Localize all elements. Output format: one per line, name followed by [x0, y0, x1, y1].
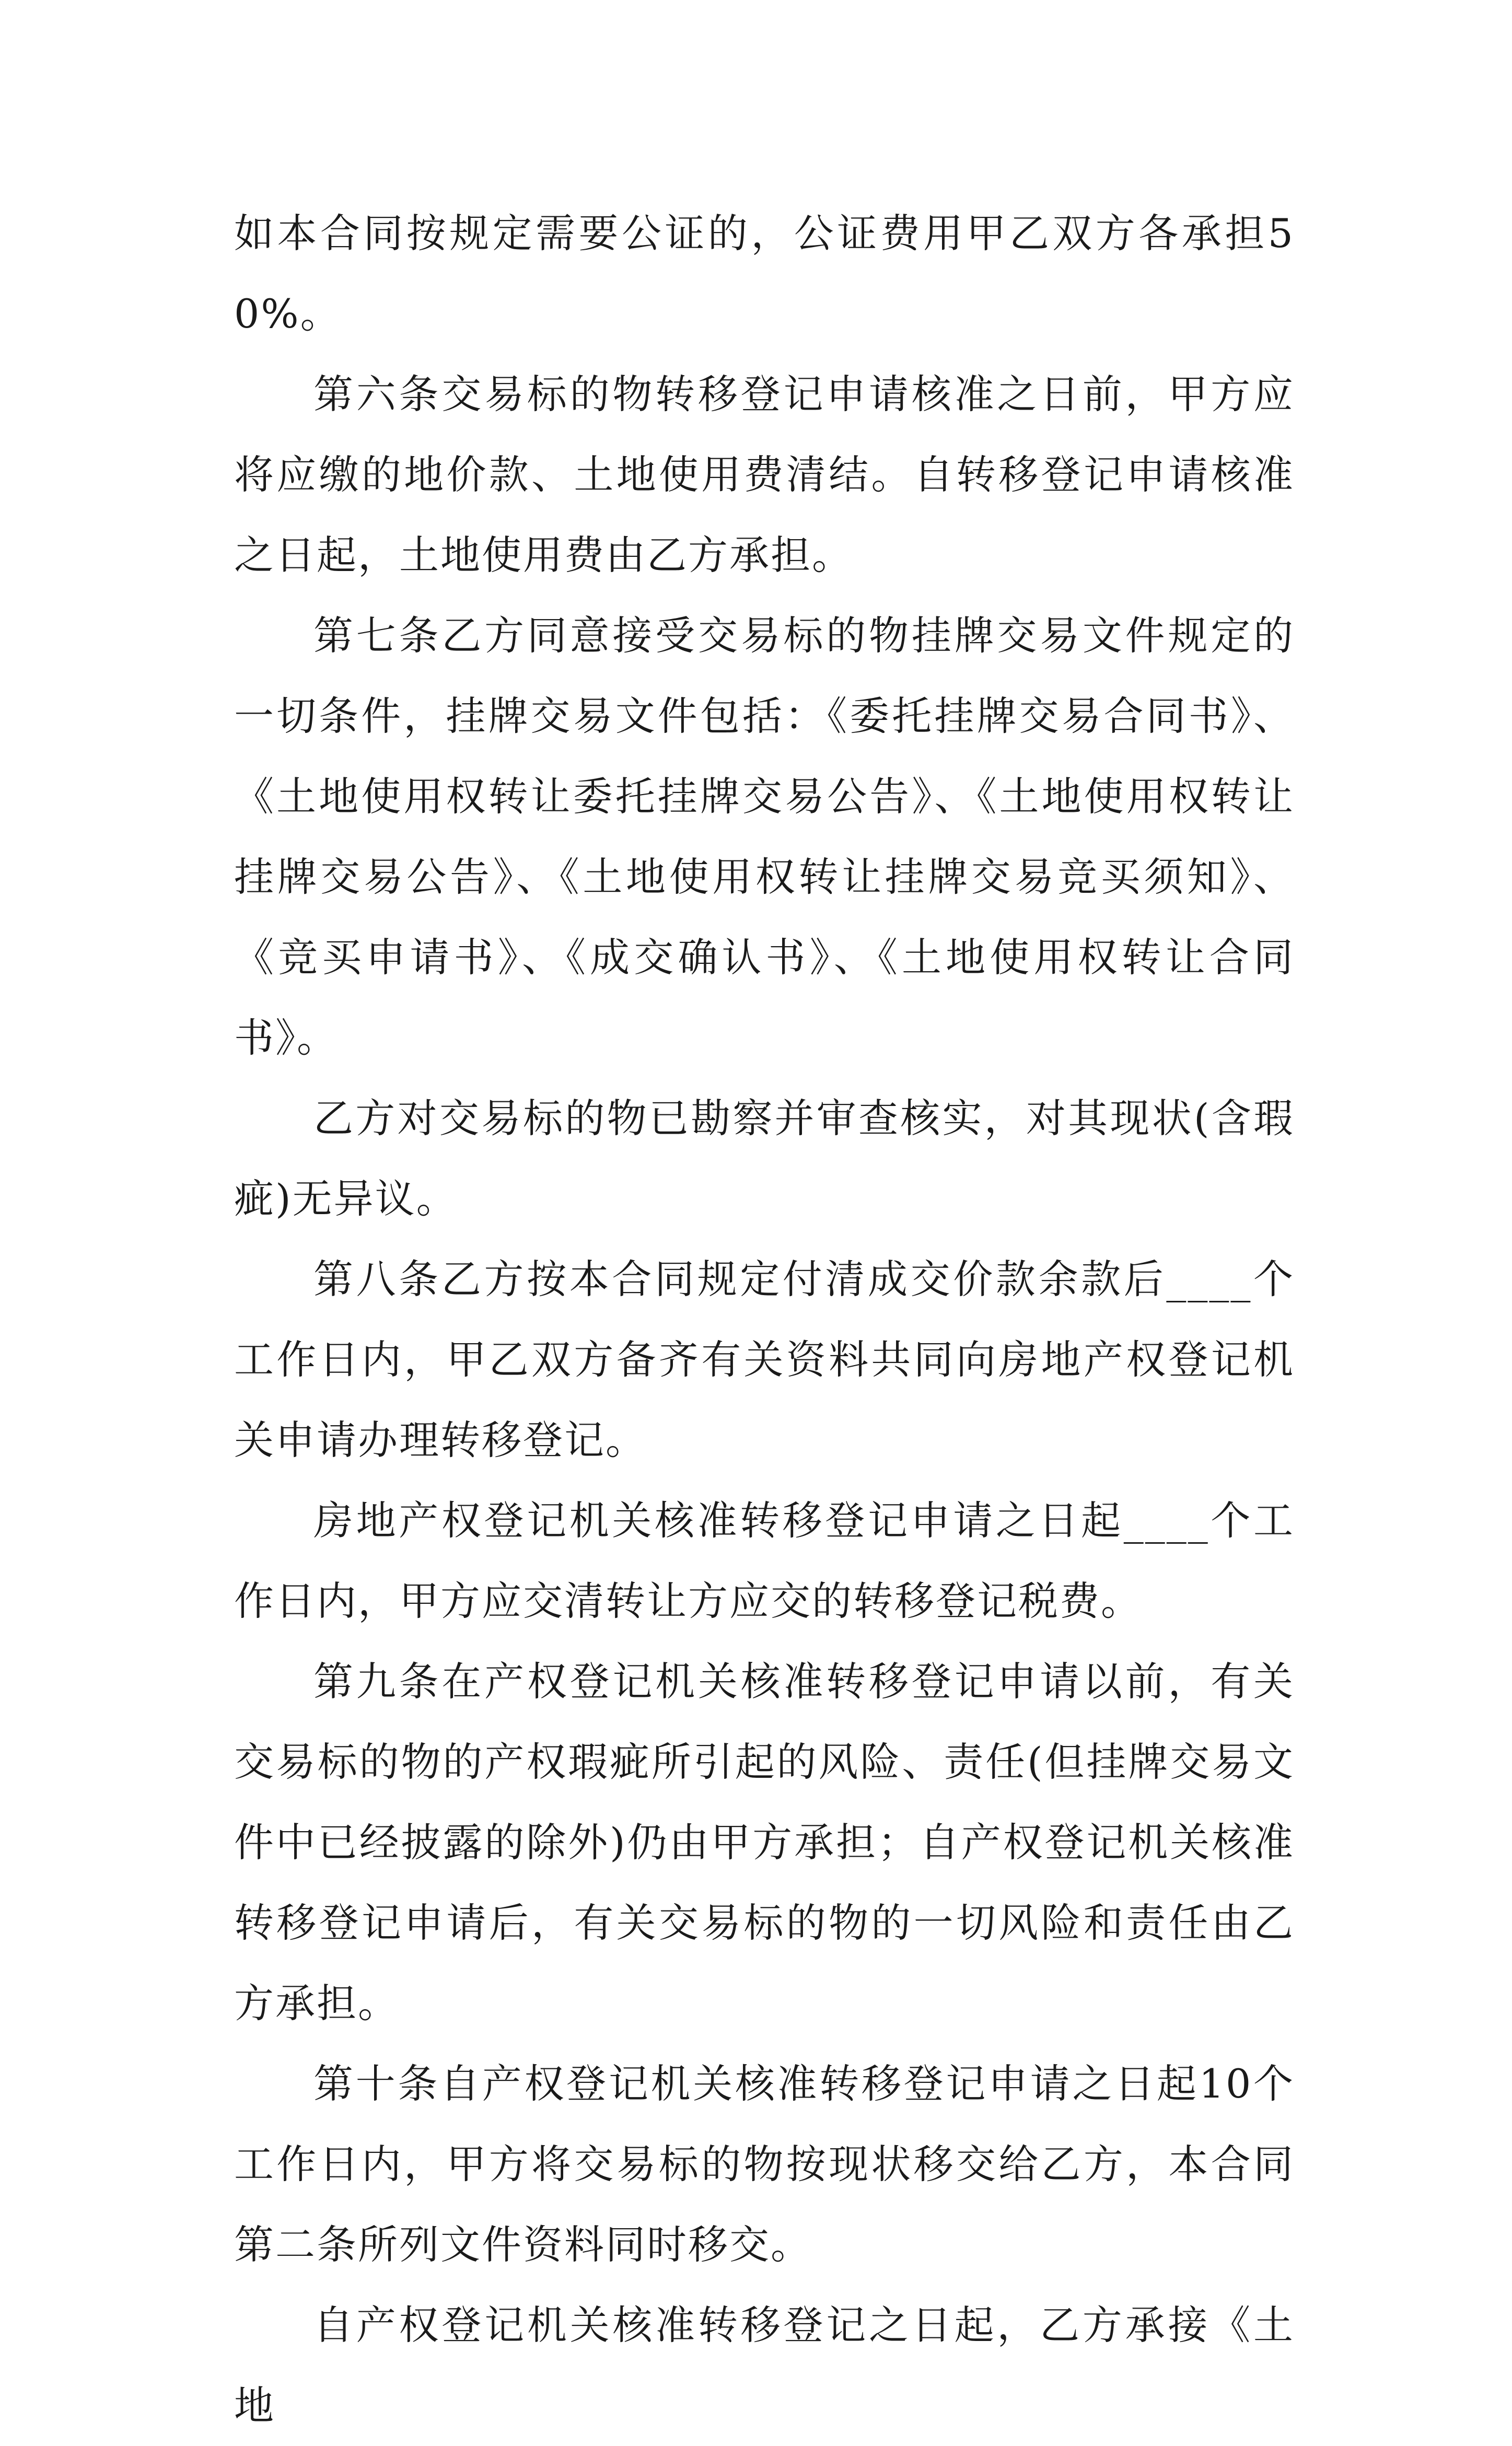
paragraph-article-10: 第十条自产权登记机关核准转移登记申请之日起10个工作日内，甲方将交易标的物按现状移交给乙方，本合同第二条所列文件资料同时移交。 — [234, 2060, 1295, 2268]
paragraph-article-8: 第八条乙方按本合同规定付清成交价款余款后____个工作日内，甲乙双方备齐有关资料共同向房地产权登记机关申请办理转移登记。 — [234, 1256, 1295, 1463]
paragraph-article-7: 第七条乙方同意接受交易标的物挂牌交易文件规定的一切条件，挂牌交易文件包括：《委托挂牌交易合同书》、《土地使用权转让委托挂牌交易公告》、《土地使用权转让挂牌交易公告》、《土地使用权转让挂牌交易竞买须知》、《竞买申请书》、《成交确认书》、《土地使用权转让合同书》。 — [234, 612, 1295, 1061]
paragraph-notary-fee: 如本合同按规定需要公证的，公证费用甲乙双方各承担50%。 — [234, 210, 1295, 337]
paragraph-article-7-inspection: 乙方对交易标的物已勘察并审查核实，对其现状(含瑕疵)无异议。 — [234, 1095, 1295, 1222]
document-body — [234, 193, 1295, 2446]
paragraph-article-8-taxes: 房地产权登记机关核准转移登记申请之日起____个工作日内，甲方应交清转让方应交的转移登记税费。 — [234, 1497, 1295, 1624]
paragraph-article-9: 第九条在产权登记机关核准转移登记申请以前，有关交易标的物的产权瑕疵所引起的风险、责任(但挂牌交易文件中已经披露的除外)仍由甲方承担；自产权登记机关核准转移登记申请后，有关交易标的物的一切风险和责任由乙方承担。 — [234, 1658, 1295, 2026]
paragraph-article-10-handover: 自产权登记机关核准转移登记之日起，乙方承接《土地 — [234, 2302, 1295, 2429]
paragraph-article-6: 第六条交易标的物转移登记申请核准之日前，甲方应将应缴的地价款、土地使用费清结。自转移登记申请核准之日起，土地使用费由乙方承担。 — [234, 371, 1295, 578]
